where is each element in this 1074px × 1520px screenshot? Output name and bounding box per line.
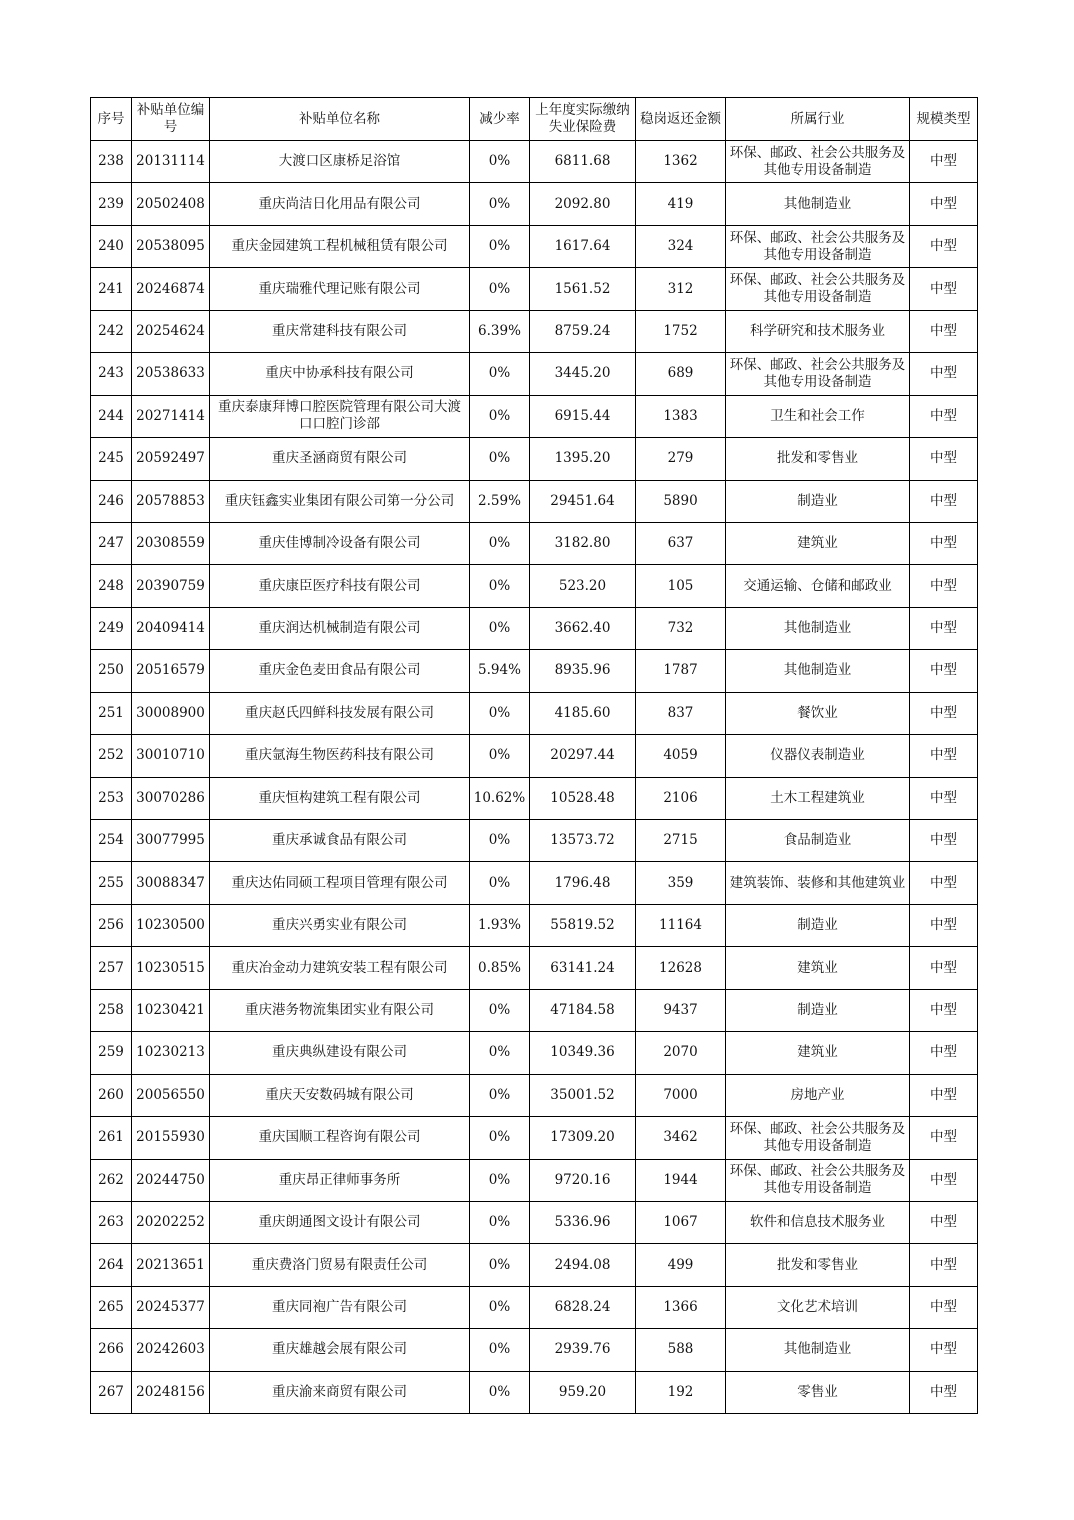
cell-premium: 1617.64 xyxy=(530,225,636,267)
cell-premium: 35001.52 xyxy=(530,1074,636,1116)
cell-industry: 科学研究和技术服务业 xyxy=(726,310,910,352)
table-row xyxy=(91,310,978,352)
cell-rate: 0% xyxy=(470,1032,530,1074)
cell-name: 重庆泰康拜博口腔医院管理有限公司大渡口口腔门诊部 xyxy=(210,395,470,437)
cell-rate: 0% xyxy=(470,735,530,777)
cell-refund: 1362 xyxy=(636,141,726,183)
cell-industry: 环保、邮政、社会公共服务及其他专用设备制造 xyxy=(726,1117,910,1159)
cell-name: 重庆中协承科技有限公司 xyxy=(210,353,470,395)
table-row xyxy=(91,183,978,225)
cell-premium: 13573.72 xyxy=(530,820,636,862)
cell-seq: 240 xyxy=(91,225,132,267)
cell-rate: 0% xyxy=(470,1074,530,1116)
cell-code: 20578853 xyxy=(132,480,210,522)
cell-name: 重庆承诚食品有限公司 xyxy=(210,820,470,862)
cell-seq: 251 xyxy=(91,692,132,734)
table-row xyxy=(91,565,978,607)
cell-premium: 5336.96 xyxy=(530,1201,636,1243)
cell-industry: 环保、邮政、社会公共服务及其他专用设备制造 xyxy=(726,225,910,267)
cell-premium: 29451.64 xyxy=(530,480,636,522)
cell-industry: 房地产业 xyxy=(726,1074,910,1116)
cell-name: 重庆昂正律师事务所 xyxy=(210,1159,470,1201)
table-row xyxy=(91,225,978,267)
cell-premium: 1395.20 xyxy=(530,438,636,480)
cell-rate: 0% xyxy=(470,353,530,395)
cell-refund: 312 xyxy=(636,268,726,310)
cell-industry: 土木工程建筑业 xyxy=(726,777,910,819)
cell-seq: 265 xyxy=(91,1286,132,1328)
table-row xyxy=(91,353,978,395)
cell-premium: 3182.80 xyxy=(530,522,636,564)
cell-industry: 批发和零售业 xyxy=(726,438,910,480)
cell-seq: 241 xyxy=(91,268,132,310)
cell-scale: 中型 xyxy=(910,565,978,607)
cell-code: 20213651 xyxy=(132,1244,210,1286)
cell-scale: 中型 xyxy=(910,1074,978,1116)
cell-name: 重庆天安数码城有限公司 xyxy=(210,1074,470,1116)
cell-scale: 中型 xyxy=(910,1329,978,1371)
cell-rate: 2.59% xyxy=(470,480,530,522)
cell-code: 20248156 xyxy=(132,1371,210,1413)
cell-rate: 0% xyxy=(470,565,530,607)
cell-rate: 0% xyxy=(470,183,530,225)
cell-rate: 6.39% xyxy=(470,310,530,352)
cell-premium: 6828.24 xyxy=(530,1286,636,1328)
cell-refund: 637 xyxy=(636,522,726,564)
cell-premium: 55819.52 xyxy=(530,904,636,946)
cell-scale: 中型 xyxy=(910,438,978,480)
cell-refund: 192 xyxy=(636,1371,726,1413)
cell-name: 大渡口区康桥足浴馆 xyxy=(210,141,470,183)
table-row xyxy=(91,904,978,946)
cell-rate: 0% xyxy=(470,395,530,437)
cell-name: 重庆兴勇实业有限公司 xyxy=(210,904,470,946)
cell-scale: 中型 xyxy=(910,1117,978,1159)
cell-seq: 261 xyxy=(91,1117,132,1159)
cell-industry: 食品制造业 xyxy=(726,820,910,862)
cell-premium: 1796.48 xyxy=(530,862,636,904)
cell-scale: 中型 xyxy=(910,141,978,183)
cell-code: 30088347 xyxy=(132,862,210,904)
cell-name: 重庆康臣医疗科技有限公司 xyxy=(210,565,470,607)
cell-industry: 餐饮业 xyxy=(726,692,910,734)
header-rate: 减少率 xyxy=(470,98,530,141)
cell-seq: 263 xyxy=(91,1201,132,1243)
cell-code: 30010710 xyxy=(132,735,210,777)
cell-scale: 中型 xyxy=(910,1371,978,1413)
cell-code: 20131114 xyxy=(132,141,210,183)
cell-scale: 中型 xyxy=(910,183,978,225)
cell-code: 20592497 xyxy=(132,438,210,480)
cell-rate: 0% xyxy=(470,692,530,734)
cell-code: 20538095 xyxy=(132,225,210,267)
cell-industry: 其他制造业 xyxy=(726,650,910,692)
cell-rate: 0% xyxy=(470,989,530,1031)
cell-scale: 中型 xyxy=(910,522,978,564)
cell-seq: 253 xyxy=(91,777,132,819)
cell-code: 10230421 xyxy=(132,989,210,1031)
cell-name: 重庆费洛门贸易有限责任公司 xyxy=(210,1244,470,1286)
cell-scale: 中型 xyxy=(910,947,978,989)
cell-industry: 仪器仪表制造业 xyxy=(726,735,910,777)
cell-premium: 17309.20 xyxy=(530,1117,636,1159)
cell-industry: 制造业 xyxy=(726,904,910,946)
cell-industry: 环保、邮政、社会公共服务及其他专用设备制造 xyxy=(726,353,910,395)
cell-refund: 2715 xyxy=(636,820,726,862)
cell-rate: 0% xyxy=(470,1159,530,1201)
cell-name: 重庆达佑同硕工程项目管理有限公司 xyxy=(210,862,470,904)
cell-rate: 0% xyxy=(470,141,530,183)
cell-refund: 7000 xyxy=(636,1074,726,1116)
cell-rate: 0% xyxy=(470,268,530,310)
cell-premium: 6915.44 xyxy=(530,395,636,437)
cell-name: 重庆典纵建设有限公司 xyxy=(210,1032,470,1074)
cell-rate: 0% xyxy=(470,522,530,564)
cell-name: 重庆佳博制冷设备有限公司 xyxy=(210,522,470,564)
cell-industry: 制造业 xyxy=(726,989,910,1031)
cell-industry: 环保、邮政、社会公共服务及其他专用设备制造 xyxy=(726,268,910,310)
cell-refund: 4059 xyxy=(636,735,726,777)
cell-refund: 2070 xyxy=(636,1032,726,1074)
cell-rate: 0% xyxy=(470,820,530,862)
cell-refund: 12628 xyxy=(636,947,726,989)
cell-scale: 中型 xyxy=(910,1286,978,1328)
cell-seq: 238 xyxy=(91,141,132,183)
cell-name: 重庆朗通图文设计有限公司 xyxy=(210,1201,470,1243)
table-row xyxy=(91,735,978,777)
cell-seq: 248 xyxy=(91,565,132,607)
cell-refund: 837 xyxy=(636,692,726,734)
cell-name: 重庆常建科技有限公司 xyxy=(210,310,470,352)
cell-premium: 959.20 xyxy=(530,1371,636,1413)
cell-industry: 建筑业 xyxy=(726,947,910,989)
cell-code: 20516579 xyxy=(132,650,210,692)
cell-seq: 258 xyxy=(91,989,132,1031)
cell-code: 30070286 xyxy=(132,777,210,819)
cell-refund: 689 xyxy=(636,353,726,395)
cell-seq: 259 xyxy=(91,1032,132,1074)
cell-scale: 中型 xyxy=(910,777,978,819)
header-code: 补贴单位编号 xyxy=(132,98,210,141)
cell-scale: 中型 xyxy=(910,1244,978,1286)
cell-premium: 63141.24 xyxy=(530,947,636,989)
cell-premium: 47184.58 xyxy=(530,989,636,1031)
cell-industry: 其他制造业 xyxy=(726,607,910,649)
cell-industry: 环保、邮政、社会公共服务及其他专用设备制造 xyxy=(726,141,910,183)
cell-seq: 252 xyxy=(91,735,132,777)
cell-rate: 0% xyxy=(470,438,530,480)
cell-code: 20409414 xyxy=(132,607,210,649)
cell-scale: 中型 xyxy=(910,395,978,437)
table-row xyxy=(91,480,978,522)
table-row xyxy=(91,1159,978,1201)
cell-name: 重庆冶金动力建筑安装工程有限公司 xyxy=(210,947,470,989)
cell-code: 10230500 xyxy=(132,904,210,946)
cell-refund: 1067 xyxy=(636,1201,726,1243)
cell-refund: 1383 xyxy=(636,395,726,437)
header-premium: 上年度实际缴纳失业保险费 xyxy=(530,98,636,141)
cell-rate: 5.94% xyxy=(470,650,530,692)
cell-premium: 6811.68 xyxy=(530,141,636,183)
cell-refund: 1787 xyxy=(636,650,726,692)
header-scale: 规模类型 xyxy=(910,98,978,141)
cell-rate: 10.62% xyxy=(470,777,530,819)
cell-scale: 中型 xyxy=(910,225,978,267)
cell-code: 20246874 xyxy=(132,268,210,310)
cell-premium: 8935.96 xyxy=(530,650,636,692)
table-row xyxy=(91,820,978,862)
cell-seq: 242 xyxy=(91,310,132,352)
cell-industry: 建筑业 xyxy=(726,522,910,564)
cell-scale: 中型 xyxy=(910,1159,978,1201)
table-row xyxy=(91,268,978,310)
cell-code: 10230515 xyxy=(132,947,210,989)
cell-name: 重庆港务物流集团实业有限公司 xyxy=(210,989,470,1031)
cell-refund: 105 xyxy=(636,565,726,607)
table-row xyxy=(91,1244,978,1286)
header-industry: 所属行业 xyxy=(726,98,910,141)
cell-seq: 256 xyxy=(91,904,132,946)
table-row xyxy=(91,947,978,989)
cell-refund: 732 xyxy=(636,607,726,649)
cell-code: 20244750 xyxy=(132,1159,210,1201)
cell-premium: 4185.60 xyxy=(530,692,636,734)
subsidy-table xyxy=(90,97,978,1414)
cell-refund: 2106 xyxy=(636,777,726,819)
cell-scale: 中型 xyxy=(910,650,978,692)
cell-premium: 20297.44 xyxy=(530,735,636,777)
cell-seq: 247 xyxy=(91,522,132,564)
cell-premium: 8759.24 xyxy=(530,310,636,352)
cell-premium: 523.20 xyxy=(530,565,636,607)
cell-code: 20308559 xyxy=(132,522,210,564)
cell-rate: 0% xyxy=(470,225,530,267)
table-row xyxy=(91,1371,978,1413)
table-row xyxy=(91,1201,978,1243)
cell-seq: 244 xyxy=(91,395,132,437)
cell-code: 20056550 xyxy=(132,1074,210,1116)
header-seq: 序号 xyxy=(91,98,132,141)
cell-rate: 0% xyxy=(470,1117,530,1159)
cell-premium: 10528.48 xyxy=(530,777,636,819)
cell-refund: 499 xyxy=(636,1244,726,1286)
cell-code: 20538633 xyxy=(132,353,210,395)
cell-name: 重庆恒构建筑工程有限公司 xyxy=(210,777,470,819)
cell-premium: 1561.52 xyxy=(530,268,636,310)
cell-rate: 0% xyxy=(470,607,530,649)
cell-premium: 2939.76 xyxy=(530,1329,636,1371)
cell-scale: 中型 xyxy=(910,607,978,649)
cell-seq: 245 xyxy=(91,438,132,480)
cell-industry: 建筑装饰、装修和其他建筑业 xyxy=(726,862,910,904)
cell-name: 重庆钰鑫实业集团有限公司第一分公司 xyxy=(210,480,470,522)
cell-name: 重庆圣涵商贸有限公司 xyxy=(210,438,470,480)
table-row xyxy=(91,1074,978,1116)
table-row xyxy=(91,862,978,904)
cell-industry: 软件和信息技术服务业 xyxy=(726,1201,910,1243)
cell-industry: 文化艺术培训 xyxy=(726,1286,910,1328)
cell-code: 20390759 xyxy=(132,565,210,607)
cell-rate: 0% xyxy=(470,862,530,904)
cell-scale: 中型 xyxy=(910,1201,978,1243)
cell-refund: 5890 xyxy=(636,480,726,522)
cell-refund: 9437 xyxy=(636,989,726,1031)
cell-refund: 359 xyxy=(636,862,726,904)
cell-premium: 3662.40 xyxy=(530,607,636,649)
cell-scale: 中型 xyxy=(910,692,978,734)
table-row xyxy=(91,1117,978,1159)
cell-refund: 324 xyxy=(636,225,726,267)
cell-seq: 249 xyxy=(91,607,132,649)
cell-premium: 2092.80 xyxy=(530,183,636,225)
cell-seq: 264 xyxy=(91,1244,132,1286)
table-body xyxy=(91,141,978,1414)
cell-rate: 0% xyxy=(470,1286,530,1328)
cell-name: 重庆金色麦田食品有限公司 xyxy=(210,650,470,692)
cell-refund: 11164 xyxy=(636,904,726,946)
cell-scale: 中型 xyxy=(910,820,978,862)
cell-code: 10230213 xyxy=(132,1032,210,1074)
cell-industry: 环保、邮政、社会公共服务及其他专用设备制造 xyxy=(726,1159,910,1201)
cell-scale: 中型 xyxy=(910,268,978,310)
table-row xyxy=(91,438,978,480)
cell-name: 重庆瑞雅代理记账有限公司 xyxy=(210,268,470,310)
cell-code: 30077995 xyxy=(132,820,210,862)
table-row xyxy=(91,650,978,692)
cell-premium: 10349.36 xyxy=(530,1032,636,1074)
cell-name: 重庆渝来商贸有限公司 xyxy=(210,1371,470,1413)
cell-rate: 0% xyxy=(470,1244,530,1286)
cell-name: 重庆润达机械制造有限公司 xyxy=(210,607,470,649)
table-header-row xyxy=(91,98,978,141)
cell-scale: 中型 xyxy=(910,989,978,1031)
cell-rate: 0% xyxy=(470,1201,530,1243)
cell-code: 20242603 xyxy=(132,1329,210,1371)
cell-industry: 零售业 xyxy=(726,1371,910,1413)
cell-code: 20202252 xyxy=(132,1201,210,1243)
cell-name: 重庆国顺工程咨询有限公司 xyxy=(210,1117,470,1159)
cell-rate: 0% xyxy=(470,1329,530,1371)
cell-refund: 1944 xyxy=(636,1159,726,1201)
cell-refund: 3462 xyxy=(636,1117,726,1159)
cell-seq: 260 xyxy=(91,1074,132,1116)
cell-name: 重庆氩海生物医药科技有限公司 xyxy=(210,735,470,777)
table-row xyxy=(91,607,978,649)
cell-name: 重庆同袍广告有限公司 xyxy=(210,1286,470,1328)
table-row xyxy=(91,522,978,564)
header-refund: 稳岗返还金额 xyxy=(636,98,726,141)
cell-scale: 中型 xyxy=(910,310,978,352)
cell-seq: 243 xyxy=(91,353,132,395)
cell-refund: 588 xyxy=(636,1329,726,1371)
header-name: 补贴单位名称 xyxy=(210,98,470,141)
cell-premium: 3445.20 xyxy=(530,353,636,395)
table-row xyxy=(91,692,978,734)
cell-scale: 中型 xyxy=(910,353,978,395)
cell-industry: 制造业 xyxy=(726,480,910,522)
cell-industry: 卫生和社会工作 xyxy=(726,395,910,437)
table-row xyxy=(91,395,978,437)
table-row xyxy=(91,777,978,819)
table-row xyxy=(91,1032,978,1074)
cell-refund: 279 xyxy=(636,438,726,480)
cell-seq: 262 xyxy=(91,1159,132,1201)
cell-name: 重庆尚洁日化用品有限公司 xyxy=(210,183,470,225)
cell-seq: 239 xyxy=(91,183,132,225)
cell-code: 20271414 xyxy=(132,395,210,437)
cell-refund: 1366 xyxy=(636,1286,726,1328)
cell-scale: 中型 xyxy=(910,735,978,777)
cell-scale: 中型 xyxy=(910,1032,978,1074)
cell-seq: 254 xyxy=(91,820,132,862)
cell-industry: 其他制造业 xyxy=(726,183,910,225)
cell-industry: 建筑业 xyxy=(726,1032,910,1074)
cell-seq: 266 xyxy=(91,1329,132,1371)
cell-seq: 255 xyxy=(91,862,132,904)
table-row xyxy=(91,141,978,183)
cell-code: 30008900 xyxy=(132,692,210,734)
cell-name: 重庆金园建筑工程机械租赁有限公司 xyxy=(210,225,470,267)
cell-code: 20155930 xyxy=(132,1117,210,1159)
cell-premium: 9720.16 xyxy=(530,1159,636,1201)
cell-code: 20245377 xyxy=(132,1286,210,1328)
cell-refund: 419 xyxy=(636,183,726,225)
cell-premium: 2494.08 xyxy=(530,1244,636,1286)
table-row xyxy=(91,1329,978,1371)
cell-refund: 1752 xyxy=(636,310,726,352)
cell-rate: 0% xyxy=(470,1371,530,1413)
cell-rate: 1.93% xyxy=(470,904,530,946)
cell-seq: 267 xyxy=(91,1371,132,1413)
cell-industry: 其他制造业 xyxy=(726,1329,910,1371)
cell-code: 20254624 xyxy=(132,310,210,352)
cell-name: 重庆赵氏四鲜科技发展有限公司 xyxy=(210,692,470,734)
cell-scale: 中型 xyxy=(910,904,978,946)
cell-seq: 246 xyxy=(91,480,132,522)
cell-code: 20502408 xyxy=(132,183,210,225)
cell-seq: 257 xyxy=(91,947,132,989)
table-row xyxy=(91,1286,978,1328)
cell-industry: 交通运输、仓储和邮政业 xyxy=(726,565,910,607)
cell-rate: 0.85% xyxy=(470,947,530,989)
cell-name: 重庆雄越会展有限公司 xyxy=(210,1329,470,1371)
cell-seq: 250 xyxy=(91,650,132,692)
cell-scale: 中型 xyxy=(910,480,978,522)
cell-industry: 批发和零售业 xyxy=(726,1244,910,1286)
cell-scale: 中型 xyxy=(910,862,978,904)
table-row xyxy=(91,989,978,1031)
